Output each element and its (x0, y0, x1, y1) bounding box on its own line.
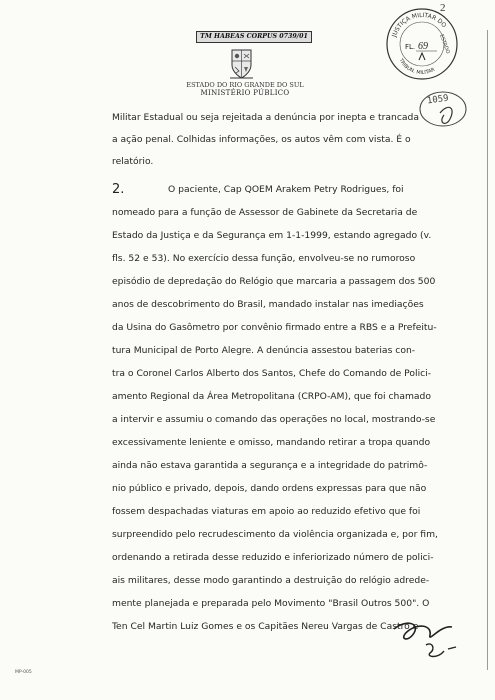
body-line: ais militares, desse modo garantindo a destruição do relógio adrede- (112, 575, 430, 586)
body-line: a intervir e assumiu o comando das operações no local, mostrando-se (112, 414, 436, 425)
body-line: ordenando a retirada desse reduzido e inferiorizado número de polici- (112, 552, 434, 563)
paragraph-number: 2. (112, 182, 125, 197)
body-line: Estado da Justiça e da Segurança em 1-1-1999, estando agregado (v. (112, 230, 432, 241)
body-line: a ação penal. Colhidas informações, os autos vêm com vista. É o (112, 134, 411, 145)
protocol-number: 1059 (426, 93, 450, 107)
handwritten-signature (386, 615, 466, 675)
handwritten-page-mark: 2 (440, 2, 446, 14)
body-line: nio público e privado, depois, dando ordens expressas para que não (112, 483, 427, 494)
page-edge-line (487, 30, 488, 670)
header-state-name: ESTADO DO RIO GRANDE DO SUL (186, 81, 304, 89)
svg-text:ESTADO: ESTADO (438, 33, 451, 55)
body-line: tura Municipal de Porto Alegre. A denúncia assestou baterias con- (112, 345, 416, 356)
body-line: fls. 52 e 53). No exercício dessa função, envolveu-se no rumoroso (112, 253, 416, 264)
form-code: MP-005 (15, 670, 32, 675)
svg-text:TRIBUN. MILITAR: TRIBUN. MILITAR (397, 57, 436, 77)
court-seal-stamp (385, 7, 459, 81)
svg-text:69: 69 (418, 41, 428, 52)
body-line: relatório. (112, 156, 154, 167)
body-line: Militar Estadual ou seja rejeitada a denúncia por inepta e trancada (112, 112, 419, 123)
body-line: tra o Coronel Carlos Alberto dos Santos, Chefe do Comando de Polici- (112, 368, 432, 379)
body-line: fossem despachadas viaturas em apoio ao reduzido efetivo que foi (112, 506, 421, 517)
svg-text:JUSTIÇA MILITAR DO: JUSTIÇA MILITAR DO (391, 11, 448, 38)
body-line: episódio de depredação do Relógio que marcaria a passagem dos 500 (112, 276, 436, 287)
header-institution: MINISTÉRIO PÚBLICO (200, 89, 290, 97)
case-label-stamp: TM HABEAS CORPUS 0739/01 (196, 31, 312, 43)
body-line: anos de descobrimento do Brasil, mandado instalar nas imediações (112, 299, 424, 310)
body-line: da Usina do Gasômetro por convênio firmado entre a RBS e a Prefeitu- (112, 322, 437, 333)
body-line: nomeado para a função de Assessor de Gabinete da Secretaria de (112, 207, 418, 218)
body-line: excessivamente leniente e omisso, mandando retirar a tropa quando (112, 437, 431, 448)
body-line: Ten Cel Martin Luiz Gomes e os Capitães Nereu Vargas de Castro e (112, 621, 419, 632)
body-line: surpreendido pelo recrudescimento da violência organizada e, por fim, (112, 529, 438, 540)
body-line: ainda não estava garantida a segurança e a integridade do patrimô- (112, 460, 428, 471)
body-line: O paciente, Cap QOEM Arakem Petry Rodrigues, foi (168, 184, 404, 195)
body-line: mente planejada e preparada pelo Movimento "Brasil Outros 500". O (112, 598, 430, 609)
svg-text:FL.: FL. (405, 43, 416, 51)
body-line: amento Regional da Área Metropolitana (CRPO-AM), que foi chamado (112, 391, 431, 402)
state-coat-of-arms-icon (229, 47, 254, 80)
